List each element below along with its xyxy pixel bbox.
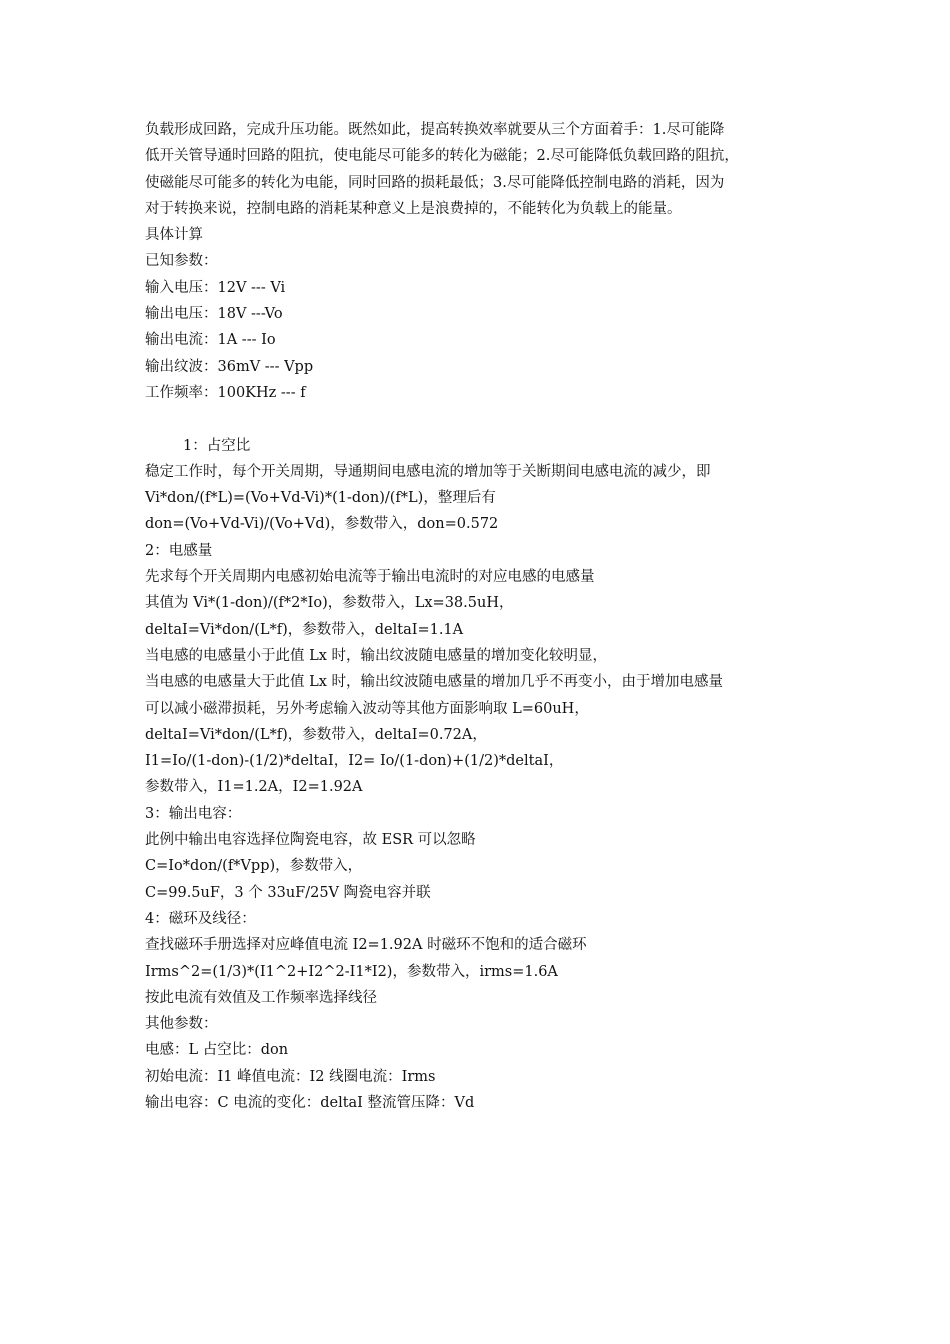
text-line-intro-1: 负载形成回路，完成升压功能。既然如此，提高转换效率就要从三个方面着手：1.尽可能降 bbox=[145, 122, 725, 138]
formula-i1-i2-result: 参数带入，I1=1.2A，I2=1.92A bbox=[145, 779, 363, 796]
text-line-capacitor-1: 此例中输出电容选择位陶瓷电容，故 ESR 可以忽略 bbox=[145, 832, 476, 849]
text-line-duty-1: 稳定工作时，每个开关周期，导通期间电感电流的增加等于关断期间电感电流的减少，即 bbox=[145, 463, 711, 480]
text-line-inductance-3: 当电感的电感量大于此值 Lx 时，输出纹波随电感量的增加几乎不再变小，由于增加电感量 bbox=[145, 674, 724, 691]
text-line-core-2: 按此电流有效值及工作频率选择线径 bbox=[145, 989, 377, 1006]
other-param-line-3: 输出电容：C 电流的变化：deltaI 整流管压降：Vd bbox=[145, 1094, 475, 1111]
text-line-inductance-4: 可以减小磁滞损耗，另外考虑输入波动等其他方面影响取 L=60uH， bbox=[145, 700, 589, 717]
section-heading-calculation: 具体计算 bbox=[145, 227, 203, 244]
blank-line bbox=[145, 406, 810, 432]
text-line-intro-3: 使磁能尽可能多的转化为电能，同时回路的损耗最低；3.尽可能降低控制电路的消耗，因为 bbox=[145, 174, 725, 191]
text-line-intro-2: 低开关管导通时回路的阻抗，使电能尽可能多的转化为磁能；2.尽可能降低负载回路的阻抗， bbox=[145, 148, 739, 165]
heading-core-wire: 4：磁环及线径： bbox=[145, 910, 256, 927]
known-params-heading: 已知参数： bbox=[145, 253, 218, 270]
heading-duty-cycle: 1：占空比 bbox=[183, 437, 251, 454]
formula-duty-balance: Vi*don/(f*L)=(Vo+Vd-Vi)*(1-don)/(f*L)，整理后有 bbox=[145, 490, 496, 507]
document-body bbox=[145, 117, 810, 1116]
text-line-inductance-2: 当电感的电感量小于此值 Lx 时，输出纹波随电感量的增加变化较明显， bbox=[145, 647, 608, 664]
text-line-inductance-1: 先求每个开关周期内电感初始电流等于输出电流时的对应电感的电感量 bbox=[145, 569, 595, 586]
formula-capacitance: C=Io*don/(f*Vpp)，参数带入， bbox=[145, 858, 363, 875]
other-params-heading: 其他参数： bbox=[145, 1016, 218, 1033]
other-param-line-1: 电感：L 占空比：don bbox=[145, 1042, 289, 1059]
text-line-intro-4: 对于转换来说，控制电路的消耗某种意义上是浪费掉的，不能转化为负载上的能量。 bbox=[145, 200, 682, 217]
formula-duty-result: don=(Vo+Vd-Vi)/(Vo+Vd)，参数带入，don=0.572 bbox=[145, 516, 499, 533]
formula-irms: Irms^2=(1/3)*(I1^2+I2^2-I1*I2)，参数带入，irms=1.6A bbox=[145, 963, 558, 980]
formula-deltai-1: deltaI=Vi*don/(L*f)，参数带入，deltaI=1.1A bbox=[145, 621, 464, 638]
other-param-line-2: 初始电流：I1 峰值电流：I2 线圈电流：Irms bbox=[145, 1068, 436, 1085]
param-output-ripple: 输出纹波：36mV --- Vpp bbox=[145, 358, 314, 375]
text-line-core-1: 查找磁环手册选择对应峰值电流 I2=1.92A 时磁环不饱和的适合磁环 bbox=[145, 937, 587, 954]
param-frequency: 工作频率：100KHz --- f bbox=[145, 384, 306, 401]
param-output-current: 输出电流：1A --- Io bbox=[145, 332, 276, 349]
formula-capacitance-result: C=99.5uF，3 个 33uF/25V 陶瓷电容并联 bbox=[145, 884, 431, 901]
param-output-voltage: 输出电压：18V ---Vo bbox=[145, 306, 283, 323]
heading-output-capacitor: 3：输出电容： bbox=[145, 805, 242, 822]
param-input-voltage: 输入电压：12V --- Vi bbox=[145, 279, 286, 296]
formula-i1-i2: I1=Io/(1-don)-(1/2)*deltaI，I2= Io/(1-don)+(1/2)*deltaI， bbox=[145, 753, 564, 770]
formula-deltai-2: deltaI=Vi*don/(L*f)，参数带入，deltaI=0.72A， bbox=[145, 726, 487, 743]
heading-inductance: 2：电感量 bbox=[145, 542, 213, 559]
formula-lx: 其值为 Vi*(1-don)/(f*2*Io)，参数带入，Lx=38.5uH， bbox=[145, 595, 514, 612]
